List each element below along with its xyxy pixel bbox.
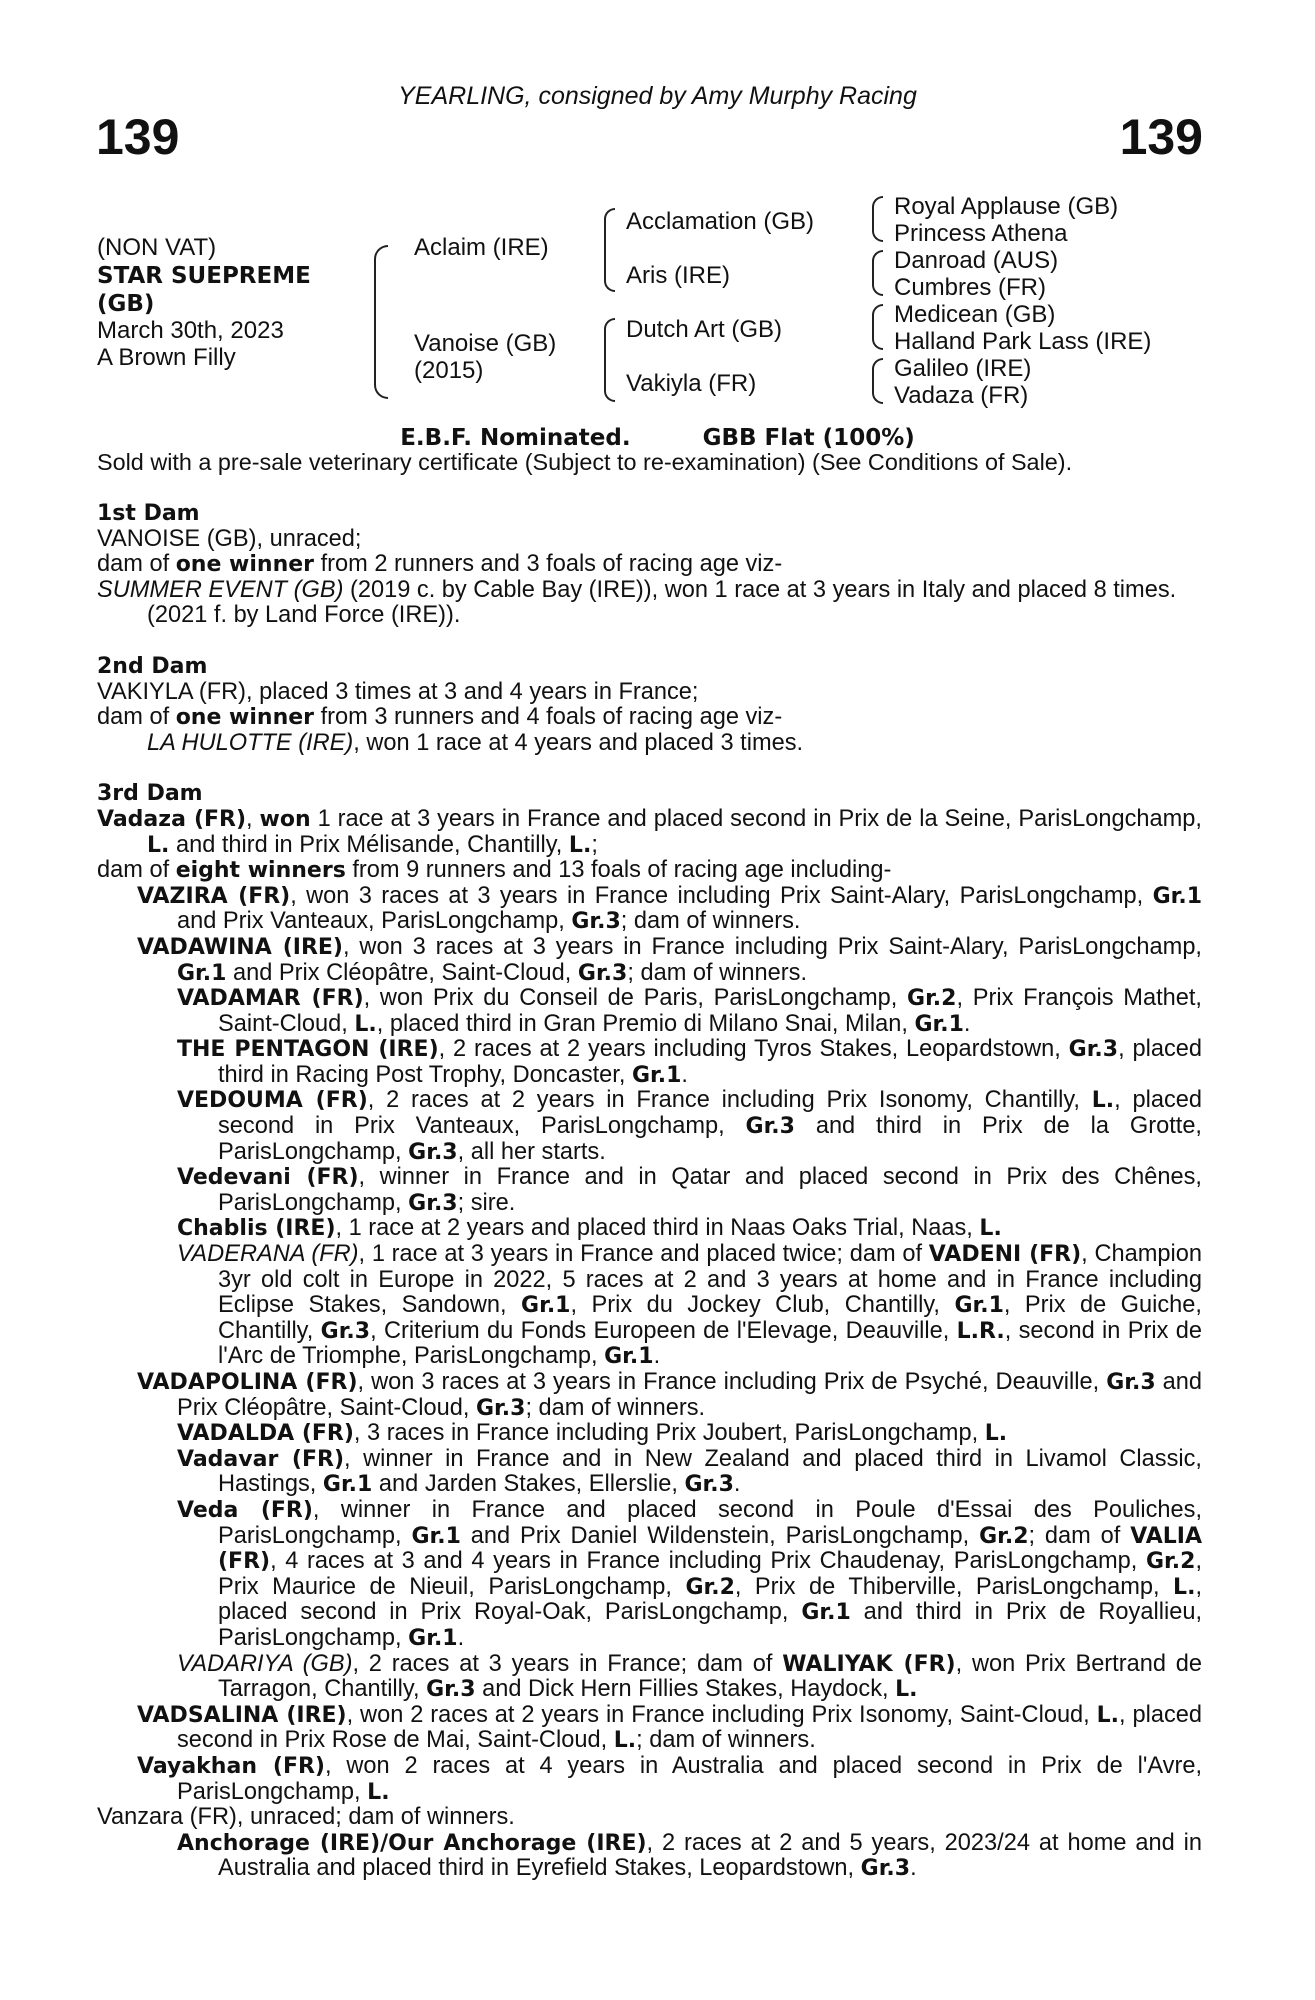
vat-status: (NON VAT) bbox=[97, 234, 217, 261]
produce-anchorage: Anchorage (IRE)/Our Anchorage (IRE), 2 races at 2 and 5 years, 2023/24 at home and in Australia and placed third in Eyrefield Stakes, Leopardstown, Gr.3. bbox=[177, 1829, 1202, 1882]
consignor-line: YEARLING, consigned by Amy Murphy Racing bbox=[398, 82, 917, 110]
produce-veda: Veda (FR), winner in France and placed second in Poule d'Essai des Pouliches, ParisLongchamp, Gr.1 and Prix Daniel Wildenstein, ParisLongchamp, Gr.2; dam of VALIA (FR), 4 races at 3 and 4 years in France including Prix Chaudenay, ParisLongchamp, Gr.2, Prix Maurice de Nieuil, ParisLongchamp, Gr.2, Prix de Thiberville, ParisLongchamp, L., placed second in Prix Royal-Oak, ParisLongchamp, Gr.1 and third in Prix de Royallieu, ParisLongchamp, Gr.1. bbox=[177, 1496, 1202, 1651]
produce-vadalda: VADALDA (FR), 3 races in France including Prix Joubert, ParisLongchamp, L. bbox=[177, 1420, 1008, 1447]
brace-gen3-1 bbox=[872, 196, 883, 242]
produce-vadamar: VADAMAR (FR), won Prix du Conseil de Paris, ParisLongchamp, Gr.2, Prix François Mathet, Saint-Cloud, L., placed third in Gran Premio di Milano Snai, Milan, Gr.1. bbox=[177, 985, 1202, 1037]
produce-vazira: VAZIRA (FR), won 3 races at 3 years in France including Prix Saint-Alary, ParisLongchamp, Gr.1 and Prix Vanteaux, ParisLongchamp, Gr.3; dam of winners. bbox=[137, 882, 1202, 935]
lot-number-left: 139 bbox=[96, 109, 180, 165]
first-dam-heading: 1st Dam bbox=[97, 501, 200, 526]
produce-vaderana: VADERANA (FR), 1 race at 3 years in France and placed twice; dam of VADENI (FR), Champion 3yr old colt in Europe in 2022, 5 races at 2 and 3 years at home and in France including Eclipse Stakes, Sandown, Gr.1, Prix du Jockey Club, Chantilly, Gr.1, Prix de Guiche, Chantilly, Gr.3, Criterium du Fonds Europeen de l'Elevage, Deauville, L.R., second in Prix de l'Arc de Triomphe, ParisLongchamp, Gr.1. bbox=[177, 1241, 1203, 1370]
produce-vadapolina: VADAPOLINA (FR), won 3 races at 3 years in France including Prix de Psyché, Deauville, Gr.3 and Prix Cléopâtre, Saint-Cloud, Gr.3; dam of winners. bbox=[137, 1369, 1203, 1421]
produce-vadsalina: VADSALINA (IRE), won 2 races at 2 years in France including Prix Isonomy, Saint-Cloud, L., placed second in Prix Rose de Mai, Saint-Cloud, L.; dam of winners. bbox=[137, 1701, 1202, 1754]
first-dam-produce-summary: dam of one winner from 2 runners and 3 foals of racing age viz- bbox=[97, 551, 783, 578]
third-dam-record: Vadaza (FR), won 1 race at 3 years in France and placed second in Prix de la Seine, ParisLongchamp, L. and third in Prix Mélisande, Chantilly, L.; bbox=[97, 805, 1202, 858]
produce-vedevani: Vedevani (FR), winner in France and in Qatar and placed second in Prix des Chênes, ParisLongchamp, Gr.3; sire. bbox=[177, 1164, 1202, 1216]
produce-vadavar: Vadavar (FR), winner in France and in New Zealand and placed third in Livamol Classic, Hastings, Gr.1 and Jarden Stakes, Ellerslie, Gr.3. bbox=[177, 1445, 1202, 1498]
gen3-8: Vadaza (FR) bbox=[894, 382, 1029, 409]
gen3-7: Galileo (IRE) bbox=[894, 355, 1032, 382]
gbb-flat: GBB Flat (100%) bbox=[702, 425, 915, 451]
lot-number-right: 139 bbox=[1119, 109, 1203, 165]
gen3-4: Cumbres (FR) bbox=[894, 274, 1047, 301]
produce-vayakhan: Vayakhan (FR), won 2 races at 4 years in Australia and placed second in Prix de l'Avre, ParisLongchamp, L. bbox=[137, 1752, 1202, 1805]
second-dam-line: VAKIYLA (FR), placed 3 times at 3 and 4 years in France; bbox=[97, 678, 699, 705]
gen2-sire-sire: Acclamation (GB) bbox=[626, 208, 815, 235]
produce-chablis: Chablis (IRE), 1 race at 2 years and placed third in Naas Oaks Trial, Naas, L. bbox=[177, 1215, 1002, 1242]
produce-vanzara: Vanzara (FR), unraced; dam of winners. bbox=[97, 1804, 515, 1831]
gen2-dam-sire: Dutch Art (GB) bbox=[626, 316, 783, 343]
dam-year: (2015) bbox=[414, 357, 484, 384]
produce-2021-filly: (2021 f. by Land Force (IRE)). bbox=[147, 602, 461, 629]
gen3-3: Danroad (AUS) bbox=[894, 247, 1059, 274]
produce-vedouma: VEDOUMA (FR), 2 races at 2 years in France including Prix Isonomy, Chantilly, L., placed second in Prix Vanteaux, ParisLongchamp, Gr.3 and third in Prix de la Grotte, ParisLongchamp, Gr.3, all her starts. bbox=[177, 1087, 1202, 1165]
gen2-dam-dam: Vakiyla (FR) bbox=[626, 370, 757, 397]
third-dam-produce-summary: dam of eight winners from 9 runners and 13 foals of racing age including- bbox=[97, 857, 892, 884]
brace-gen3-2 bbox=[872, 250, 883, 296]
gen3-1: Royal Applause (GB) bbox=[894, 193, 1119, 220]
foaled-date: March 30th, 2023 bbox=[97, 317, 284, 344]
brace-gen3-4 bbox=[872, 358, 883, 404]
horse-country: (GB) bbox=[97, 291, 155, 317]
brace-gen2-top bbox=[604, 208, 615, 292]
produce-vadawina: VADAWINA (IRE), won 3 races at 3 years in France including Prix Saint-Alary, ParisLongchamp, Gr.1 and Prix Cléopâtre, Saint-Cloud, Gr.3; dam of winners. bbox=[137, 933, 1202, 986]
gen2-sire-dam: Aris (IRE) bbox=[626, 262, 730, 289]
gen3-2: Princess Athena bbox=[894, 220, 1068, 247]
produce-the-pentagon: THE PENTAGON (IRE), 2 races at 2 years including Tyros Stakes, Leopardstown, Gr.3, placed third in Racing Post Trophy, Doncaster, Gr.1. bbox=[177, 1036, 1203, 1088]
horse-description: A Brown Filly bbox=[97, 344, 236, 371]
sire: Aclaim (IRE) bbox=[414, 234, 549, 261]
gen3-5: Medicean (GB) bbox=[894, 301, 1056, 328]
brace-gen3-3 bbox=[872, 304, 883, 350]
second-dam-produce-summary: dam of one winner from 3 runners and 4 foals of racing age viz- bbox=[97, 704, 783, 731]
brace-gen2-bottom bbox=[604, 318, 615, 402]
third-dam-heading: 3rd Dam bbox=[97, 781, 203, 807]
ebf-nominated: E.B.F. Nominated. bbox=[400, 425, 631, 451]
gen3-6: Halland Park Lass (IRE) bbox=[894, 328, 1152, 355]
catalogue-body bbox=[97, 501, 1202, 1882]
vet-certificate-note: Sold with a pre-sale veterinary certificate (Subject to re-examination) (See Conditions of Sale). bbox=[97, 449, 1073, 475]
brace-gen1 bbox=[374, 245, 388, 399]
dam-name: Vanoise (GB) bbox=[414, 330, 557, 357]
second-dam-heading: 2nd Dam bbox=[97, 653, 208, 679]
nominations bbox=[0, 424, 1315, 452]
horse-name: STAR SUEPREME bbox=[97, 263, 311, 289]
produce-summer-event: SUMMER EVENT (GB) (2019 c. by Cable Bay (IRE)), won 1 race at 3 years in Italy and placed 8 times. bbox=[97, 576, 1177, 603]
produce-la-hulotte: LA HULOTTE (IRE), won 1 race at 4 years and placed 3 times. bbox=[147, 729, 804, 756]
first-dam-line: VANOISE (GB), unraced; bbox=[97, 525, 362, 552]
produce-vadariya: VADARIYA (GB), 2 races at 3 years in France; dam of WALIYAK (FR), won Prix Bertrand de Tarragon, Chantilly, Gr.3 and Dick Hern Fillies Stakes, Haydock, L. bbox=[177, 1650, 1202, 1703]
